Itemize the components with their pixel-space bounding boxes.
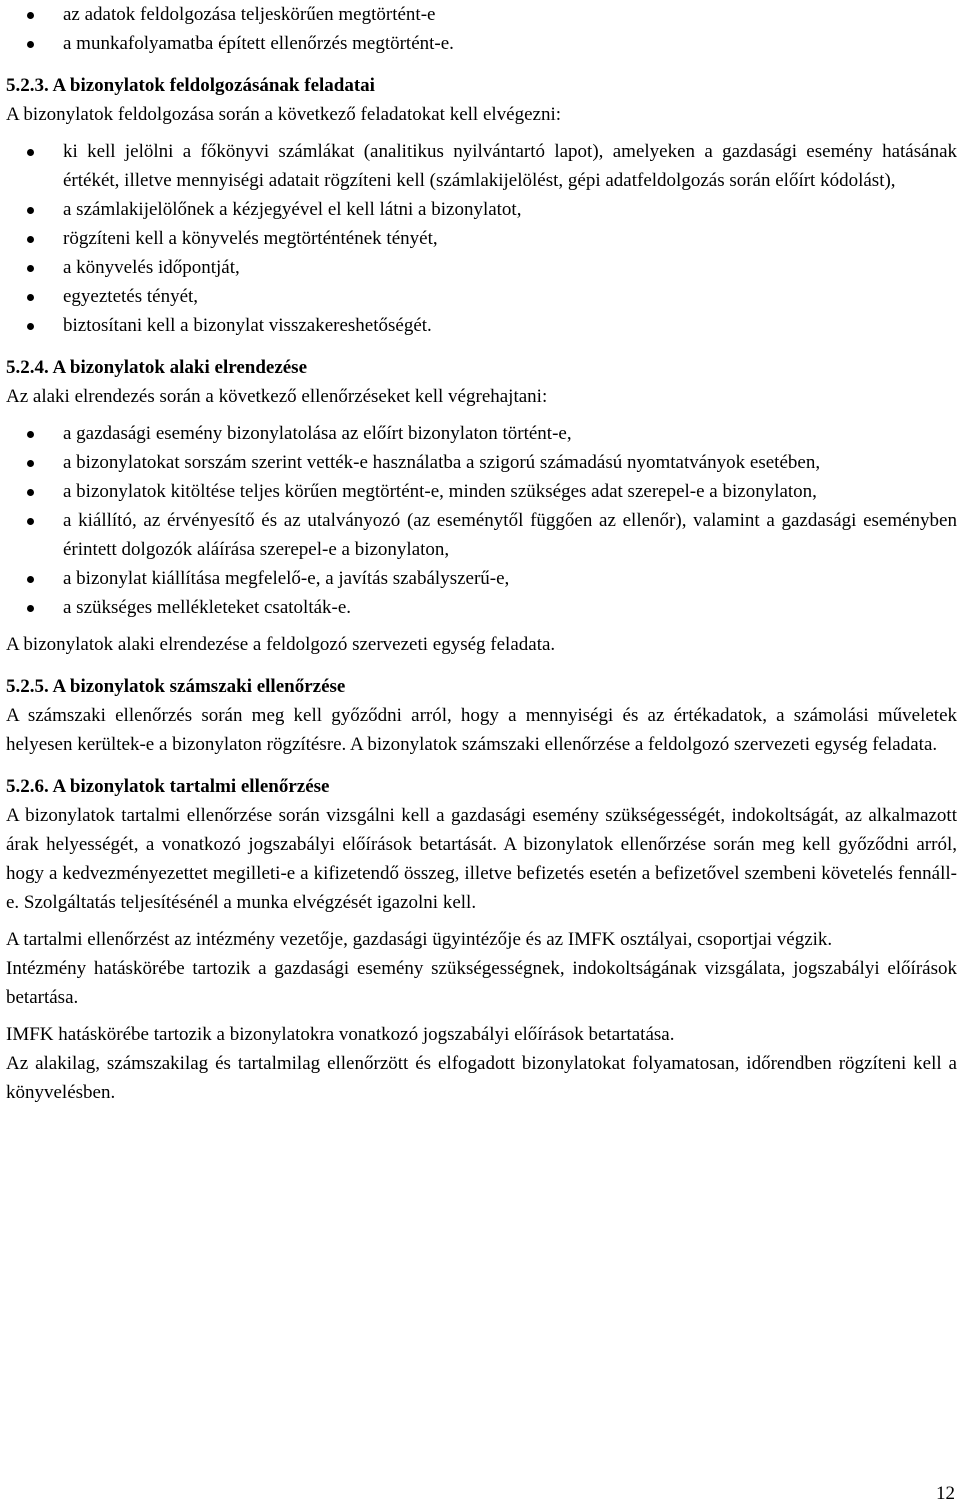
section-heading-5-2-6: 5.2.6. A bizonylatok tartalmi ellenőrzése: [6, 776, 330, 797]
list-item: a könyvelés időpontját,: [6, 253, 957, 282]
section-paragraph: Intézmény hatáskörébe tartozik a gazdasági esemény szükségességnek, indokoltságának vizsgálata, jogszabályi előírások betartása.: [6, 958, 957, 1008]
section-closing: A bizonylatok alaki elrendezése a feldolgozó szervezeti egység feladata.: [6, 634, 556, 655]
section-paragraph: Az alakilag, számszakilag és tartalmilag ellenőrzött és elfogadott bizonylatokat folyamatosan, időrendben rögzíteni kell a könyvelésben.: [6, 1053, 957, 1103]
list-item: a szükséges mellékleteket csatolták-e.: [6, 593, 957, 622]
bullet-list-5-2-4: [6, 419, 957, 622]
bullet-icon: [27, 605, 34, 612]
bullet-icon: [27, 489, 34, 496]
list-item: ki kell jelölni a főkönyvi számlákat (analitikus nyilvántartó lapot), amelyeken a gazdasági esemény hatásának értékét, illetve mennyiségi adatait rögzíteni kell (számlakijelölést, gépi adatfeldolgozás során előírt kódolást),: [6, 137, 957, 195]
bullet-icon: [27, 431, 34, 438]
list-item: a bizonylat kiállítása megfelelő-e, a javítás szabályszerű-e,: [6, 564, 957, 593]
list-item: a munkafolyamatba épített ellenőrzés megtörtént-e.: [6, 29, 957, 58]
bullet-icon: [27, 323, 34, 330]
list-item: a bizonylatokat sorszám szerint vették-e használatba a szigorú számadású nyomtatványok esetében,: [6, 448, 957, 477]
top-bullet-list: [6, 0, 957, 58]
section-intro: Az alaki elrendezés során a következő ellenőrzéseket kell végrehajtani:: [6, 386, 548, 407]
list-item: a bizonylatok kitöltése teljes körűen megtörtént-e, minden szükséges adat szerepel-e a bizonylaton,: [6, 477, 957, 506]
section-paragraph: IMFK hatáskörébe tartozik a bizonylatokra vonatkozó jogszabályi előírások betartatása.: [6, 1024, 675, 1045]
list-item: biztosítani kell a bizonylat visszakereshetőségét.: [6, 311, 957, 340]
section-heading-5-2-3: 5.2.3. A bizonylatok feldolgozásának feladatai: [6, 75, 375, 96]
list-item: a számlakijelölőnek a kézjegyével el kell látni a bizonylatot,: [6, 195, 957, 224]
list-item: rögzíteni kell a könyvelés megtörténtének tényét,: [6, 224, 957, 253]
bullet-icon: [27, 265, 34, 272]
bullet-list-5-2-3: [6, 137, 957, 340]
bullet-icon: [27, 460, 34, 467]
section-paragraph: A bizonylatok tartalmi ellenőrzése során vizsgálni kell a gazdasági esemény szükségességét, indokoltságát, az alkalmazott árak helyességét, a vonatkozó jogszabályi előírások betartását. A bizonylatok ellenőrzése során meg kell győződni arról, hogy a kedvezményezettet megilleti-e a kifizetendő összeg, illetve befizetés esetén a befizetővel szembeni követelés fennáll-e. Szolgáltatás teljesítésénél a munka elvégzését igazolni kell.: [6, 805, 957, 913]
bullet-icon: [27, 294, 34, 301]
bullet-icon: [27, 41, 34, 48]
list-item: egyeztetés tényét,: [6, 282, 957, 311]
bullet-icon: [27, 576, 34, 583]
bullet-icon: [27, 236, 34, 243]
section-heading-5-2-5: 5.2.5. A bizonylatok számszaki ellenőrzése: [6, 676, 346, 697]
page-number: 12: [936, 1483, 955, 1504]
bullet-icon: [27, 518, 34, 525]
list-item: a kiállító, az érvényesítő és az utalványozó (az eseménytől függően az ellenőr), valamint a gazdasági eseményben érintett dolgozók aláírása szerepel-e a bizonylaton,: [6, 506, 957, 564]
bullet-icon: [27, 149, 34, 156]
section-paragraph: A tartalmi ellenőrzést az intézmény vezetője, gazdasági ügyintézője és az IMFK osztályai, csoportjai végzik.: [6, 929, 833, 950]
section-body: A számszaki ellenőrzés során meg kell győződni arról, hogy a mennyiségi és az értékadatok, a számolási műveletek helyesen kerültek-e a bizonylaton rögzítésre. A bizonylatok számszaki ellenőrzése a feldolgozó szervezeti egység feladata.: [6, 705, 957, 755]
bullet-icon: [27, 207, 34, 214]
list-item: az adatok feldolgozása teljeskörűen megtörtént-e: [6, 0, 957, 29]
document-page: [6, 0, 957, 1107]
bullet-icon: [27, 12, 34, 19]
section-heading-5-2-4: 5.2.4. A bizonylatok alaki elrendezése: [6, 357, 308, 378]
section-intro: A bizonylatok feldolgozása során a következő feladatokat kell elvégezni:: [6, 104, 562, 125]
list-item: a gazdasági esemény bizonylatolása az előírt bizonylaton történt-e,: [6, 419, 957, 448]
